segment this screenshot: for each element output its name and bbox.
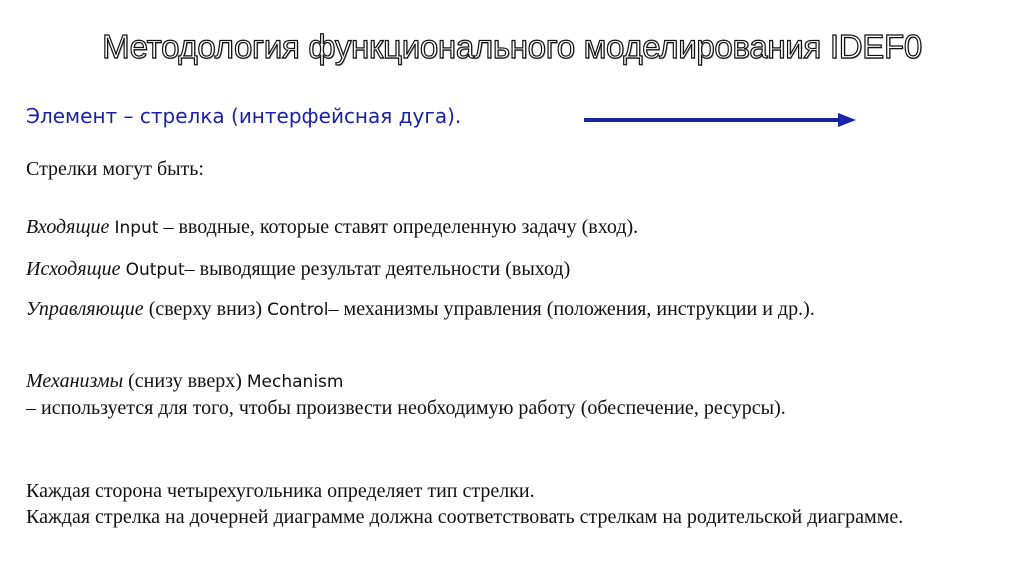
control-code: Control	[267, 300, 329, 320]
output-text: – выводящие результат деятельности (выход)	[184, 258, 571, 280]
input-code: Input	[114, 218, 159, 238]
sides-text-1: Каждая сторона четырехугольника определяет тип стрелки.	[26, 480, 535, 502]
item-control	[26, 296, 996, 323]
item-mechanism	[26, 368, 996, 421]
arrow-right-icon	[584, 110, 856, 130]
slide-title: Методология функционального моделирования IDEF0	[102, 28, 922, 65]
mechanism-term: Механизмы	[26, 370, 124, 392]
slide-subtitle: Элемент – стрелка (интерфейсная дуга).	[26, 104, 462, 128]
output-code: Output	[125, 260, 185, 280]
control-text: – механизмы управления (положения, инструкции и др.).	[328, 298, 815, 320]
sides-text-2: Каждая стрелка на дочерней диаграмме должна соответствовать стрелкам на родительской диаграмме.	[26, 506, 904, 528]
arrows-intro: Стрелки могут быть:	[26, 158, 204, 180]
output-term: Исходящие	[26, 258, 121, 280]
mechanism-direction: (снизу вверх)	[123, 370, 247, 392]
input-text: – вводные, которые ставят определенную задачу (вход).	[158, 216, 639, 238]
item-output	[26, 256, 996, 283]
input-term: Входящие	[26, 216, 110, 238]
item-input	[26, 214, 996, 241]
control-term: Управляющие	[26, 298, 144, 320]
mechanism-text: – используется для того, чтобы произвести необходимую работу (обеспечение, ресурсы).	[26, 397, 786, 419]
control-direction: (сверху вниз)	[143, 298, 268, 320]
sides-paragraph	[26, 478, 996, 530]
mechanism-code: Mechanism	[246, 372, 344, 392]
